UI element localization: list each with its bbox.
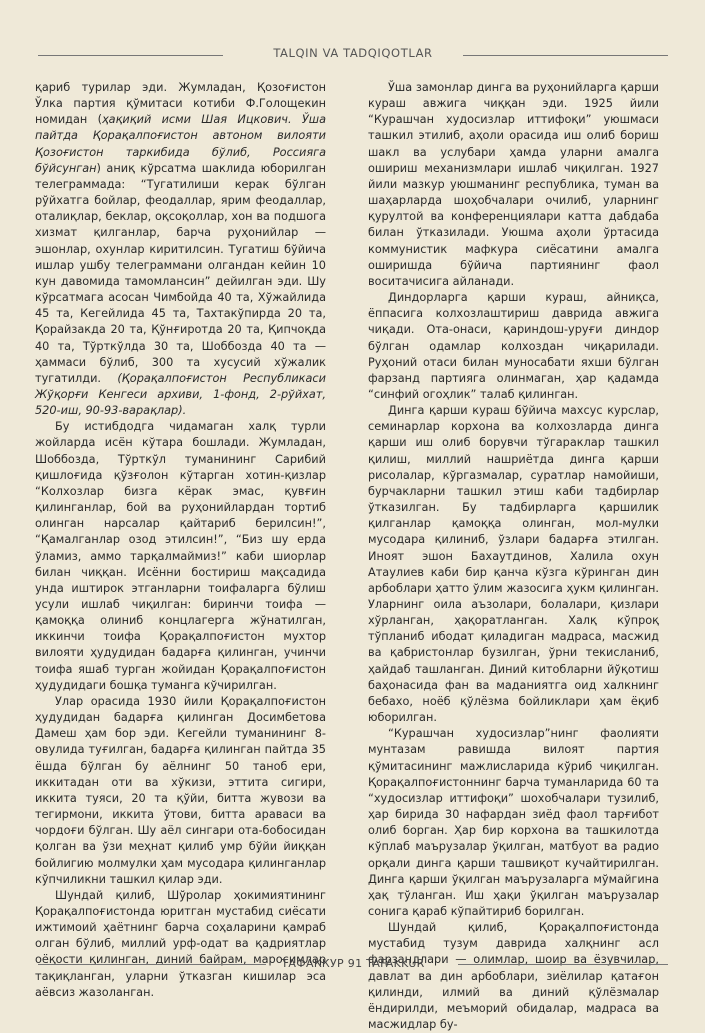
paragraph: Динга қарши кураш бўйича махсус курслар, семинарлар корхона ва колхозларда динга қарши иш олиб борувчи тўгараклар ташкил қилиш, миллий нашриётда динга қарши рисолалар, кўргазмалар, суратлар намойиши, бурчакларни ташкил этиш каби тадбирлар ўтказилган. Бу тадбирларга қаршилик қилганлар қамоққа олинган, мол-мулки мусодара қилиниб, ўзлари бадарға этилган. Иноят эшон Бахаутдинов, Халила охун Атаулиев каби бир қанча кўзга кўринган дин арбоблари ҳатто ўлим жазосига ҳукм қилинган. Уларнинг оила аъзолари, болалари, қизлари хўрланган, ҳақоратланган. Халқ кўпроқ тўпланиб ибодат қиладиган мадраса, масжид ва қабристонлар бузилган, ўрни текисланиб, ҳайдаб ташланган. Диний китобларни йўқотиш баҳонасида фан ва маданиятга оид халкнинг бебахо, ноёб қўлёзма бойликлари ҳам ёқиб юборилган.	[368, 404, 659, 725]
archive-citation: (Қорақалпоғистон Республикаси Жўқорғи Кенгеси архиви, 1-фонд, 2-рўйхат, 520-иш, 90-93-варақлар).	[35, 371, 326, 418]
paragraph: Шундай қилиб, Шўролар ҳокимиятининг Қорақалпоғистонда юритган мустабид сиёсати ижтимоий ҳаётнинг барча соҳаларини қамраб олган бўлиб, миллий урф-одат ва қадриятлар оёқости қилинган, диний байрам, маросимлар тақиқланган, уларни ўтказган кишилар эса аёвсиз жазоланган.	[35, 888, 326, 999]
text-run: қариб турилар эди. Жумладан, Қозоғистон Ўлка партия қўмитаси котиби Ф.Голощекин номидан (	[35, 81, 326, 127]
paragraph: “Курашчан худосизлар”нинг фаолияти мунтазам равишда вилоят партия қўмитасининг мажлисларида кўриб чиқилган. Қорақалпоғистоннинг барча туманларида 60 та “худосизлар иттифоқи” шохобчалари тузилиб, ҳар бирида 30 нафардан зиёд фаол тарғибот олиб борган. Ҳар бир корхона ва ташкилотда кўплаб маърузалар ўқилган, матбуот ва радио орқали динга қарши ташвиқот кучайтирилган. Динга қарши ўқилган маърузаларга мўмайгина ҳақ тўланган. Иш ҳақи ўқилган маърузалар сонига қараб кўпайтириб борилган.	[368, 727, 659, 918]
right-column	[368, 80, 659, 1033]
running-footer	[38, 957, 668, 973]
running-header	[38, 46, 668, 62]
paragraph: Ўша замонлар динга ва руҳонийларга қарши кураш авжига чиққан эди. 1925 йили “Курашчан худосизлар иттифоқи” уюшмаси ташкил этилиб, аҳоли орасида иш олиб бориш шакл ва услубари ҳамда уларни амалга ошириш механизмлари ишлаб чиқилган. 1927 йили мазкур уюшманинг республика, туман ва шаҳарларда шоҳобчалари очилиб, уларнинг қурултой ва конференциялари катта дабдаба билан ўтказилади. Уюшма аҳоли ўртасида коммунистик мафкура сиёсатини амалга оширишда бўйича партиянинг фаол воситачисига айланади.	[368, 81, 659, 288]
paragraph: Улар орасида 1930 йили Қорақалпоғистон ҳудудидан бадарға қилинган Досимбетова Дамеш ҳам бор эди. Кегейли туманининг 8-овулида туғилган, бадарға қилинган пайтда 35 ёшда бўлган бу аёлнинг 50 таноб ери, иккитадан оти ва хўкизи, эттита сигири, иккита туяси, 20 та қўйи, битта жувози ва тегирмони, иккита ўтови, битта араваси ва чордоғи бўлган. Шу аёл сингари ота-бобосидан қолган ва ўзи меҳнат қилиб умр бўйи йиққан бойлигию молмулки ҳам мусодара қилинганлар кўпчиликни ташкил қилар эди.	[35, 694, 326, 886]
paragraph: Бу истибдодга чидамаган халқ турли жойларда исён кўтара бошлади. Жумладан, Шоббозда, Тўрткўл туманининг Сарибий қишлоғида қўзғолон кўтарган хотин-қизлар “Колхозлар бизга кёрак эмас, қувғин қилинганлар, бой ва руҳонийлардан тортиб олинган нарсалар қайтариб берилсин!”, “Қамалганлар озод этилсин!”, “Биз шу ерда ўламиз, аммо тарқалмаймиз!” каби шиорлар билан чиққан. Исённи бостириш мақсадида унда иштирок этганларни тоифаларга бўлиш усули ишлаб чиқилган: биринчи тоифа — қамоққа олиниб концлагерга жўнатилган, иккинчи тоифа Қорақалпоғистон мухтор вилояти ҳудудидан бадарға қилинган, учинчи тоифа яшаб турган жойидан Қорақалпоғистон ҳудудидаги бошқа туманга кўчирилган.	[35, 420, 326, 692]
footer-page-number: ТАФАККУР 91 TAFAKKUR	[281, 957, 425, 970]
footer-rule-right	[458, 964, 668, 965]
italic-note: ҳақиқий исми Шая Ицкович. Ўша пайтда Қорақалпоғистон автоном вилояти Қозоғистон таркибида бўлиб, Россияга бўйсунган	[35, 113, 326, 175]
paragraph: Диндорларга қарши кураш, айниқса, ёппасига колхозлаштириш даврида авжига чиқади. Ота-онаси, қариндош-уруғи диндор бўлган одамлар колхоздан чиқарилади. Руҳоний отаси билан муносабати яхши бўлган фарзанд партияга олинмаган, ҳар қадамда “синфий огоҳлик” талаб қилинган.	[368, 291, 659, 401]
left-column	[35, 80, 326, 1001]
paragraph	[35, 80, 326, 419]
paragraph: Шундай қилиб, Қорақалпоғистонда мустабид тузум даврида халқнинг асл фарзандлари — олимлар, шоир ва ёзувчилар, давлат ва дин арбоблари, зиёлилар қатағон қилинди, илмий ва диний қўлёзмалар ёндирилди, меъморий обидалар, мадраса ва масжидлар бу-	[368, 921, 659, 1032]
header-title: TALQIN VA TADQIQOTLAR	[273, 46, 433, 60]
text-run: ) аниқ кўрсатма шаклида юборилган телеграммада: “Тугатилиши керак бўлган рўйхатга бойлар, феодаллар, ярим феодаллар, оталиқлар, беклар, оқсоқоллар, хон ва подшога хизмат қилганлар, барча руҳонийлар — эшонлар, охунлар киритилсин. Тугатиш бўйича ишлар ушбу телеграммани олгандан кейин 10 кун давомида тамомлансин” дейилган эди. Шу кўрсатмага асосан Чимбойда 40 та, Хўжайлида 45 та, Кегейлида 45 та, Тахтакўпирда 20 та, Қорайзакда 20 та, Қўнғиротда 20 та, Қипчоқда 40 та, Тўрткўлда 30 та, Шоббозда 40 та — ҳаммаси бўлиб, 300 та хусусий хўжалик тугатилди.	[35, 161, 326, 385]
header-rule-right	[463, 55, 668, 56]
